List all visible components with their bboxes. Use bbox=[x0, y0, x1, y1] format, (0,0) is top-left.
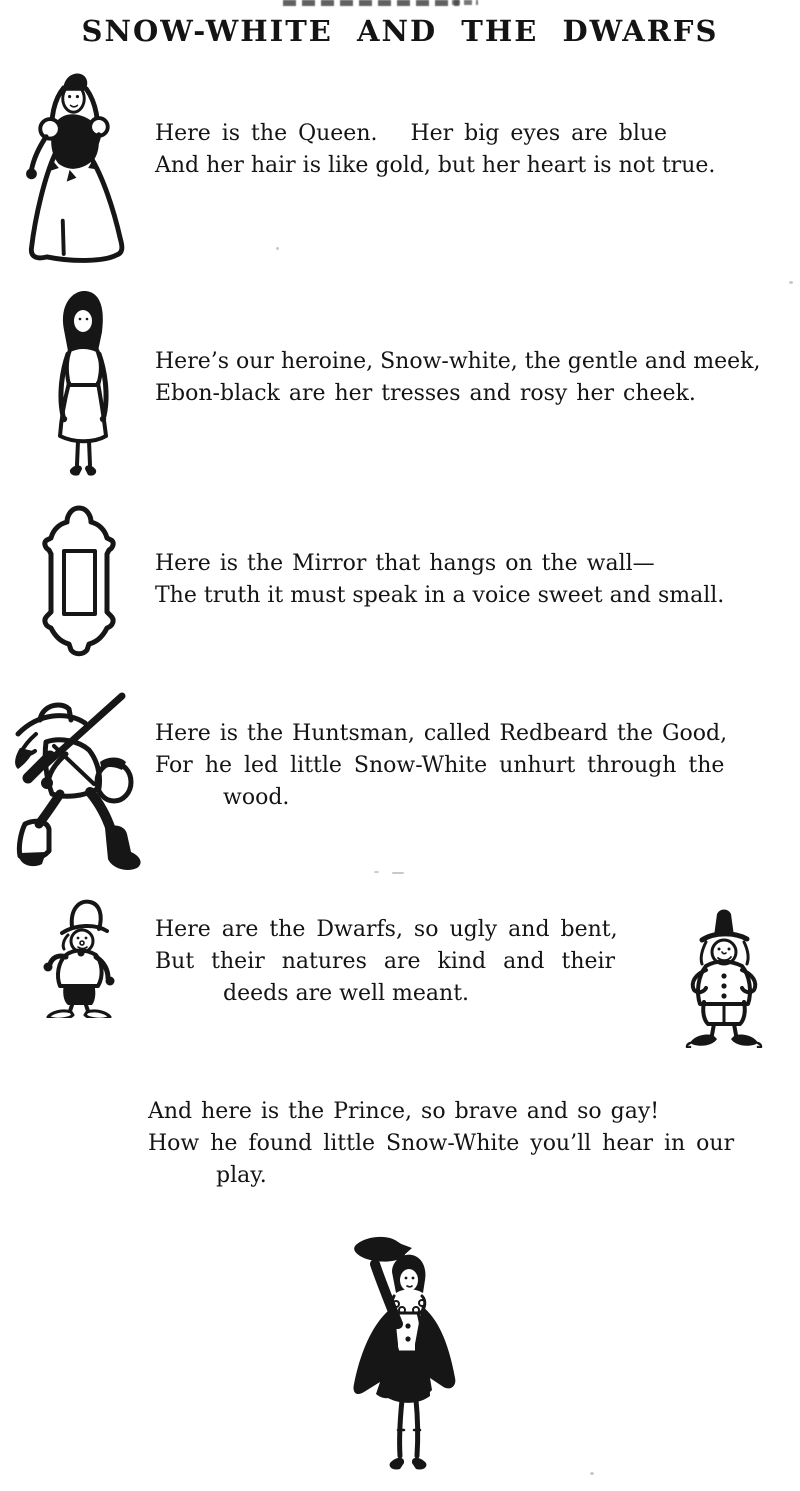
verse-line: But their natures are kind and their bbox=[155, 949, 616, 974]
dwarf-right-illustration bbox=[662, 906, 776, 1048]
verse-line: Ebon-black are her tresses and rosy her cheek. bbox=[155, 381, 696, 406]
verse-line: Here is the Huntsman, called Redbeard the Good, bbox=[155, 721, 728, 746]
verse-huntsman bbox=[155, 718, 727, 814]
verse-line: Here are the Dwarfs, so ugly and bent, bbox=[155, 917, 618, 942]
mirror-illustration bbox=[28, 504, 130, 658]
scan-speck bbox=[789, 281, 793, 284]
snow-white-illustration bbox=[36, 288, 128, 478]
verse-queen bbox=[155, 118, 715, 182]
page-title: SNOW-WHITE AND THE DWARFS bbox=[81, 14, 719, 48]
scan-speck bbox=[276, 247, 279, 250]
verse-line: How he found little Snow-White you’ll hear in our bbox=[148, 1131, 735, 1156]
verse-snow-white bbox=[155, 346, 761, 410]
verse-line: play. bbox=[216, 1163, 267, 1188]
verse-line: The truth it must speak in a voice sweet and small. bbox=[155, 583, 725, 608]
scan-speck bbox=[374, 871, 379, 873]
verse-line: wood. bbox=[223, 785, 290, 810]
verse-line: For he led little Snow-White unhurt through the bbox=[155, 753, 725, 778]
verse-line: Here’s our heroine, Snow-white, the gentle and meek, bbox=[155, 349, 761, 374]
verse-line: deeds are well meant. bbox=[223, 981, 470, 1006]
huntsman-illustration bbox=[4, 690, 150, 878]
scan-speck bbox=[590, 1472, 594, 1475]
verse-prince bbox=[148, 1096, 734, 1192]
cropped-header-fragment bbox=[283, 0, 459, 6]
dwarf-left-illustration bbox=[26, 896, 128, 1018]
queen-illustration bbox=[8, 66, 140, 266]
verse-line: And her hair is like gold, but her heart is not true. bbox=[155, 153, 716, 178]
verse-dwarfs bbox=[155, 914, 618, 1010]
verse-mirror bbox=[155, 548, 724, 612]
prince-illustration bbox=[336, 1234, 476, 1478]
scan-speck bbox=[392, 872, 404, 874]
verse-line: Here is the Queen. Her big eyes are blue bbox=[155, 121, 668, 146]
cropped-header-fragment-2 bbox=[452, 0, 478, 5]
verse-line: Here is the Mirror that hangs on the wall— bbox=[155, 551, 655, 576]
verse-line: And here is the Prince, so brave and so gay! bbox=[148, 1099, 660, 1124]
